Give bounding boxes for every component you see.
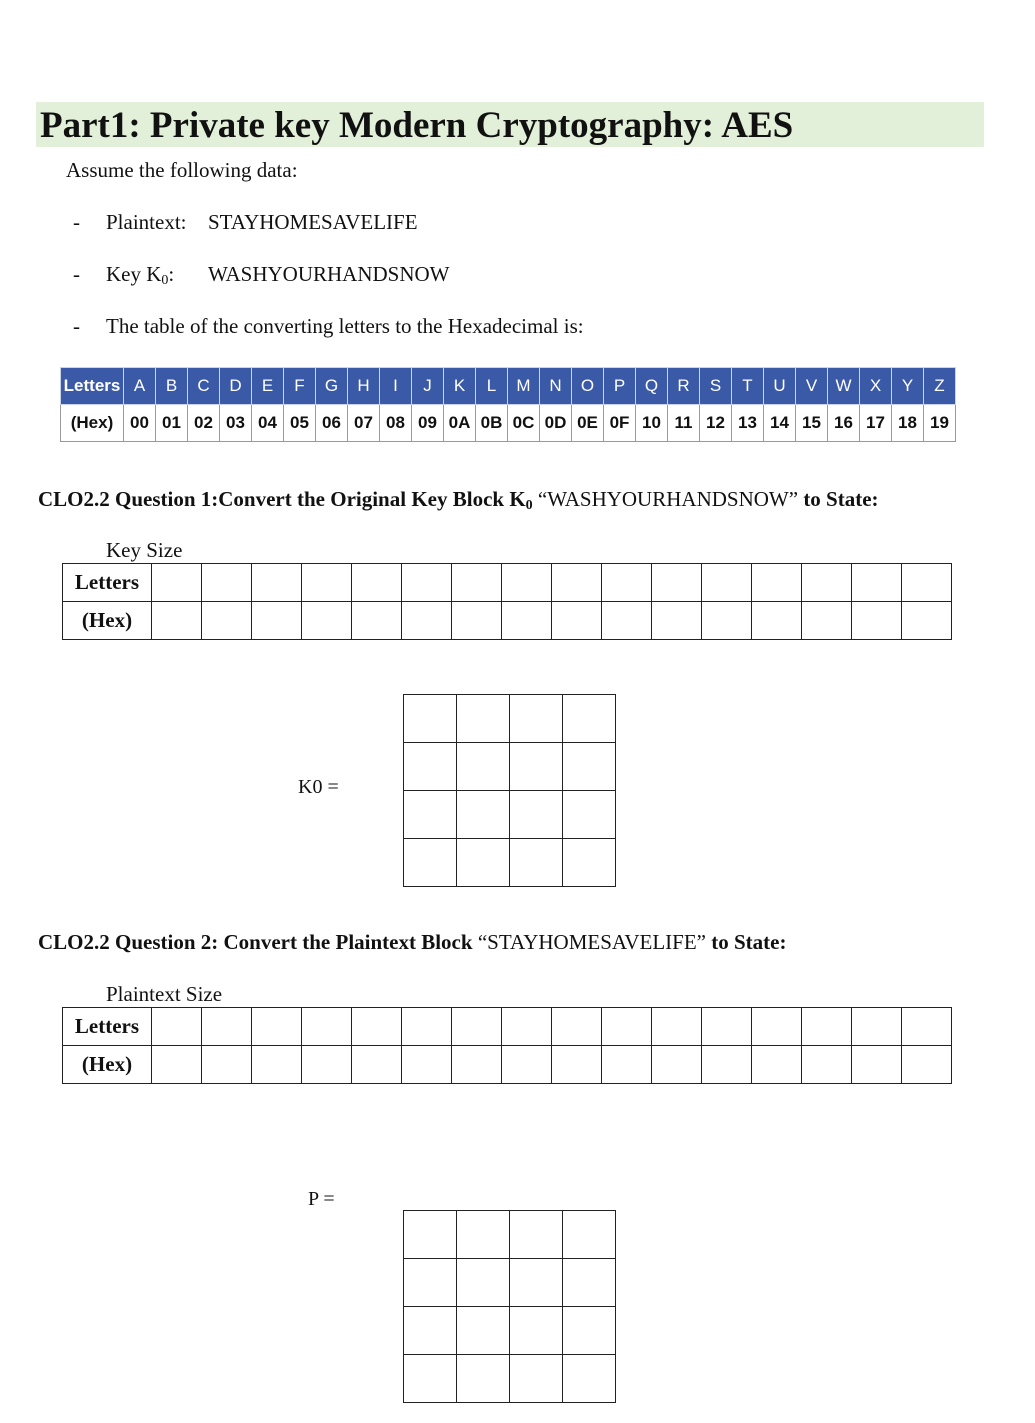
answer-cell[interactable] xyxy=(402,1008,452,1046)
state-cell[interactable] xyxy=(510,791,563,839)
hex-table-letter: V xyxy=(796,368,828,405)
answer-cell[interactable] xyxy=(702,1046,752,1084)
hex-table-letter: I xyxy=(380,368,412,405)
table-intro-text: The table of the converting letters to the Hexadecimal is: xyxy=(106,314,584,338)
answer-cell[interactable] xyxy=(602,1046,652,1084)
key-answer-table xyxy=(62,563,952,640)
answer-cell[interactable] xyxy=(452,1046,502,1084)
answer-cell[interactable] xyxy=(652,564,702,602)
bullet-dash: - xyxy=(73,210,80,234)
answer-cell[interactable] xyxy=(252,1046,302,1084)
answer-cell[interactable] xyxy=(252,1008,302,1046)
state-cell[interactable] xyxy=(563,1211,616,1259)
answer-cell[interactable] xyxy=(902,1046,952,1084)
hex-table-value: 0B xyxy=(476,405,508,442)
plaintext-value: STAYHOMESAVELIFE xyxy=(208,210,418,234)
answer-cell[interactable] xyxy=(452,602,502,640)
state-cell[interactable] xyxy=(457,839,510,887)
plaintext-label: Plaintext: xyxy=(106,210,187,234)
answer-cell[interactable] xyxy=(202,602,252,640)
state-cell[interactable] xyxy=(563,695,616,743)
answer-cell[interactable] xyxy=(352,564,402,602)
hex-table-letter: X xyxy=(860,368,892,405)
hex-table-value: 06 xyxy=(316,405,348,442)
hex-table-letter: C xyxy=(188,368,220,405)
state-cell[interactable] xyxy=(457,695,510,743)
hex-table-value: 16 xyxy=(828,405,860,442)
hex-table-letter: A xyxy=(124,368,156,405)
state-cell[interactable] xyxy=(457,1211,510,1259)
answer-cell[interactable] xyxy=(652,1046,702,1084)
key-hex-row xyxy=(63,602,952,640)
state-row xyxy=(404,1307,616,1355)
answer-cell[interactable] xyxy=(852,1046,902,1084)
state-row xyxy=(404,695,616,743)
hex-table-value: 03 xyxy=(220,405,252,442)
key-size-label: Key Size xyxy=(106,538,183,562)
state-cell[interactable] xyxy=(404,839,457,887)
answer-cell[interactable] xyxy=(402,564,452,602)
k0-state-grid xyxy=(403,694,616,887)
answer-cell[interactable] xyxy=(252,564,302,602)
answer-cell[interactable] xyxy=(852,602,902,640)
hex-table-letter: M xyxy=(508,368,540,405)
answer-cell[interactable] xyxy=(152,564,202,602)
hex-table-value: 0C xyxy=(508,405,540,442)
answer-cell[interactable] xyxy=(902,602,952,640)
answer-cell[interactable] xyxy=(452,1008,502,1046)
answer-cell[interactable] xyxy=(702,564,752,602)
hex-table-letter: W xyxy=(828,368,860,405)
key-label: Key $K_0$: xyxy=(106,262,175,288)
hex-table-value: 02 xyxy=(188,405,220,442)
answer-cell[interactable] xyxy=(552,564,602,602)
state-cell[interactable] xyxy=(404,1259,457,1307)
hex-table-letters-row xyxy=(61,368,956,405)
bullet-dash: - xyxy=(73,314,80,338)
state-cell[interactable] xyxy=(457,1259,510,1307)
hex-table-values-row xyxy=(61,405,956,442)
answer-cell[interactable] xyxy=(502,564,552,602)
answer-cell[interactable] xyxy=(352,1008,402,1046)
answer-cell[interactable] xyxy=(302,1008,352,1046)
question-1-heading: CLO2.2 Question 1:Convert the Original Key Block $K_0$ “WASHYOURHANDSNOW” to State: xyxy=(38,487,879,513)
answer-cell[interactable] xyxy=(802,602,852,640)
intro-text: Assume the following data: xyxy=(66,158,298,182)
state-cell[interactable] xyxy=(457,791,510,839)
question-2-heading: CLO2.2 Question 2: Convert the Plaintext Block “STAYHOMESAVELIFE” to State: xyxy=(38,930,787,954)
hex-table-value: 17 xyxy=(860,405,892,442)
hex-table-letter: B xyxy=(156,368,188,405)
answer-cell[interactable] xyxy=(602,1008,652,1046)
state-cell[interactable] xyxy=(563,1259,616,1307)
answer-cell[interactable] xyxy=(752,602,802,640)
state-cell[interactable] xyxy=(510,1307,563,1355)
hex-table-letter: E xyxy=(252,368,284,405)
hex-table-letter: Z xyxy=(924,368,956,405)
answer-cell[interactable] xyxy=(352,1046,402,1084)
plaintext-size-label: Plaintext Size xyxy=(106,982,223,1006)
answer-cell[interactable] xyxy=(452,564,502,602)
answer-cell[interactable] xyxy=(652,1008,702,1046)
state-cell[interactable] xyxy=(404,791,457,839)
state-row xyxy=(404,1355,616,1403)
hex-table-letter: O xyxy=(572,368,604,405)
hex-table-value: 11 xyxy=(668,405,700,442)
hex-table-value: 05 xyxy=(284,405,316,442)
answer-cell[interactable] xyxy=(902,564,952,602)
plaintext-hex-row xyxy=(63,1046,952,1084)
answer-cell[interactable] xyxy=(402,602,452,640)
hex-table-letter: J xyxy=(412,368,444,405)
hex-table-value: 00 xyxy=(124,405,156,442)
answer-cell[interactable] xyxy=(202,1008,252,1046)
hex-table-letter: L xyxy=(476,368,508,405)
state-cell[interactable] xyxy=(404,743,457,791)
state-cell[interactable] xyxy=(510,1211,563,1259)
answer-cell[interactable] xyxy=(802,564,852,602)
answer-cell[interactable] xyxy=(252,602,302,640)
hex-table-value: 0E xyxy=(572,405,604,442)
hex-row-label: (Hex) xyxy=(61,405,124,442)
state-row xyxy=(404,743,616,791)
hex-table-letter: R xyxy=(668,368,700,405)
state-cell[interactable] xyxy=(404,695,457,743)
answer-cell[interactable] xyxy=(752,1008,802,1046)
answer-cell[interactable] xyxy=(552,1008,602,1046)
hex-table-letter: P xyxy=(604,368,636,405)
hex-table-value: 19 xyxy=(924,405,956,442)
answer-cell[interactable] xyxy=(852,564,902,602)
answer-cell[interactable] xyxy=(402,1046,452,1084)
hex-table-value: 04 xyxy=(252,405,284,442)
answer-row-label: (Hex) xyxy=(63,1046,152,1084)
state-row xyxy=(404,791,616,839)
key-value: WASHYOURHANDSNOW xyxy=(208,262,450,286)
answer-cell[interactable] xyxy=(502,1008,552,1046)
answer-cell[interactable] xyxy=(852,1008,902,1046)
hex-table-letter: H xyxy=(348,368,380,405)
k0-state-label: K0 = xyxy=(298,776,339,798)
answer-cell[interactable] xyxy=(502,1046,552,1084)
hex-conversion-table xyxy=(60,367,956,442)
hex-table-value: 0A xyxy=(444,405,476,442)
state-cell[interactable] xyxy=(404,1211,457,1259)
hex-table-letter: D xyxy=(220,368,252,405)
answer-cell[interactable] xyxy=(352,602,402,640)
answer-cell[interactable] xyxy=(802,1046,852,1084)
answer-cell[interactable] xyxy=(902,1008,952,1046)
state-cell[interactable] xyxy=(510,695,563,743)
hex-table-letter: G xyxy=(316,368,348,405)
hex-table-letter: S xyxy=(700,368,732,405)
hex-table-value: 09 xyxy=(412,405,444,442)
hex-row-label: Letters xyxy=(61,368,124,405)
hex-table-value: 07 xyxy=(348,405,380,442)
page-title: Part1: Private key Modern Cryptography: AES xyxy=(40,105,794,146)
plaintext-letters-row xyxy=(63,1008,952,1046)
hex-table-value: 08 xyxy=(380,405,412,442)
p-state-label: P = xyxy=(308,1188,335,1210)
answer-cell[interactable] xyxy=(652,602,702,640)
state-cell[interactable] xyxy=(563,1307,616,1355)
state-cell[interactable] xyxy=(563,839,616,887)
state-cell[interactable] xyxy=(563,791,616,839)
state-row xyxy=(404,1259,616,1307)
answer-cell[interactable] xyxy=(202,1046,252,1084)
answer-cell[interactable] xyxy=(202,564,252,602)
state-cell[interactable] xyxy=(510,743,563,791)
hex-table-letter: N xyxy=(540,368,572,405)
hex-table-letter: K xyxy=(444,368,476,405)
hex-table-value: 0F xyxy=(604,405,636,442)
answer-cell[interactable] xyxy=(752,1046,802,1084)
state-cell[interactable] xyxy=(510,839,563,887)
answer-cell[interactable] xyxy=(152,1008,202,1046)
answer-cell[interactable] xyxy=(552,1046,602,1084)
hex-table-letter: U xyxy=(764,368,796,405)
plaintext-answer-table xyxy=(62,1007,952,1084)
answer-cell[interactable] xyxy=(602,564,652,602)
answer-cell[interactable] xyxy=(802,1008,852,1046)
answer-cell[interactable] xyxy=(502,602,552,640)
state-cell[interactable] xyxy=(457,743,510,791)
hex-table-value: 12 xyxy=(700,405,732,442)
answer-cell[interactable] xyxy=(552,602,602,640)
hex-table-value: 18 xyxy=(892,405,924,442)
state-cell[interactable] xyxy=(404,1307,457,1355)
hex-table-value: 15 xyxy=(796,405,828,442)
state-row xyxy=(404,1211,616,1259)
hex-table-value: 13 xyxy=(732,405,764,442)
answer-cell[interactable] xyxy=(302,602,352,640)
state-cell[interactable] xyxy=(563,1355,616,1403)
p-state-grid xyxy=(403,1210,616,1403)
answer-row-label: Letters xyxy=(63,564,152,602)
hex-table-value: 01 xyxy=(156,405,188,442)
answer-row-label: (Hex) xyxy=(63,602,152,640)
state-cell[interactable] xyxy=(457,1307,510,1355)
state-cell[interactable] xyxy=(510,1259,563,1307)
hex-table-letter: Y xyxy=(892,368,924,405)
answer-cell[interactable] xyxy=(152,1046,202,1084)
state-cell[interactable] xyxy=(563,743,616,791)
key-letters-row xyxy=(63,564,952,602)
hex-table-letter: T xyxy=(732,368,764,405)
state-cell[interactable] xyxy=(457,1355,510,1403)
state-row xyxy=(404,839,616,887)
answer-cell[interactable] xyxy=(302,564,352,602)
bullet-dash: - xyxy=(73,262,80,286)
state-cell[interactable] xyxy=(510,1355,563,1403)
answer-cell[interactable] xyxy=(302,1046,352,1084)
state-cell[interactable] xyxy=(404,1355,457,1403)
hex-table-value: 0D xyxy=(540,405,572,442)
answer-cell[interactable] xyxy=(752,564,802,602)
hex-table-letter: Q xyxy=(636,368,668,405)
hex-table-value: 14 xyxy=(764,405,796,442)
answer-cell[interactable] xyxy=(702,602,752,640)
answer-cell[interactable] xyxy=(702,1008,752,1046)
answer-row-label: Letters xyxy=(63,1008,152,1046)
answer-cell[interactable] xyxy=(152,602,202,640)
hex-table-value: 10 xyxy=(636,405,668,442)
hex-table-letter: F xyxy=(284,368,316,405)
answer-cell[interactable] xyxy=(602,602,652,640)
